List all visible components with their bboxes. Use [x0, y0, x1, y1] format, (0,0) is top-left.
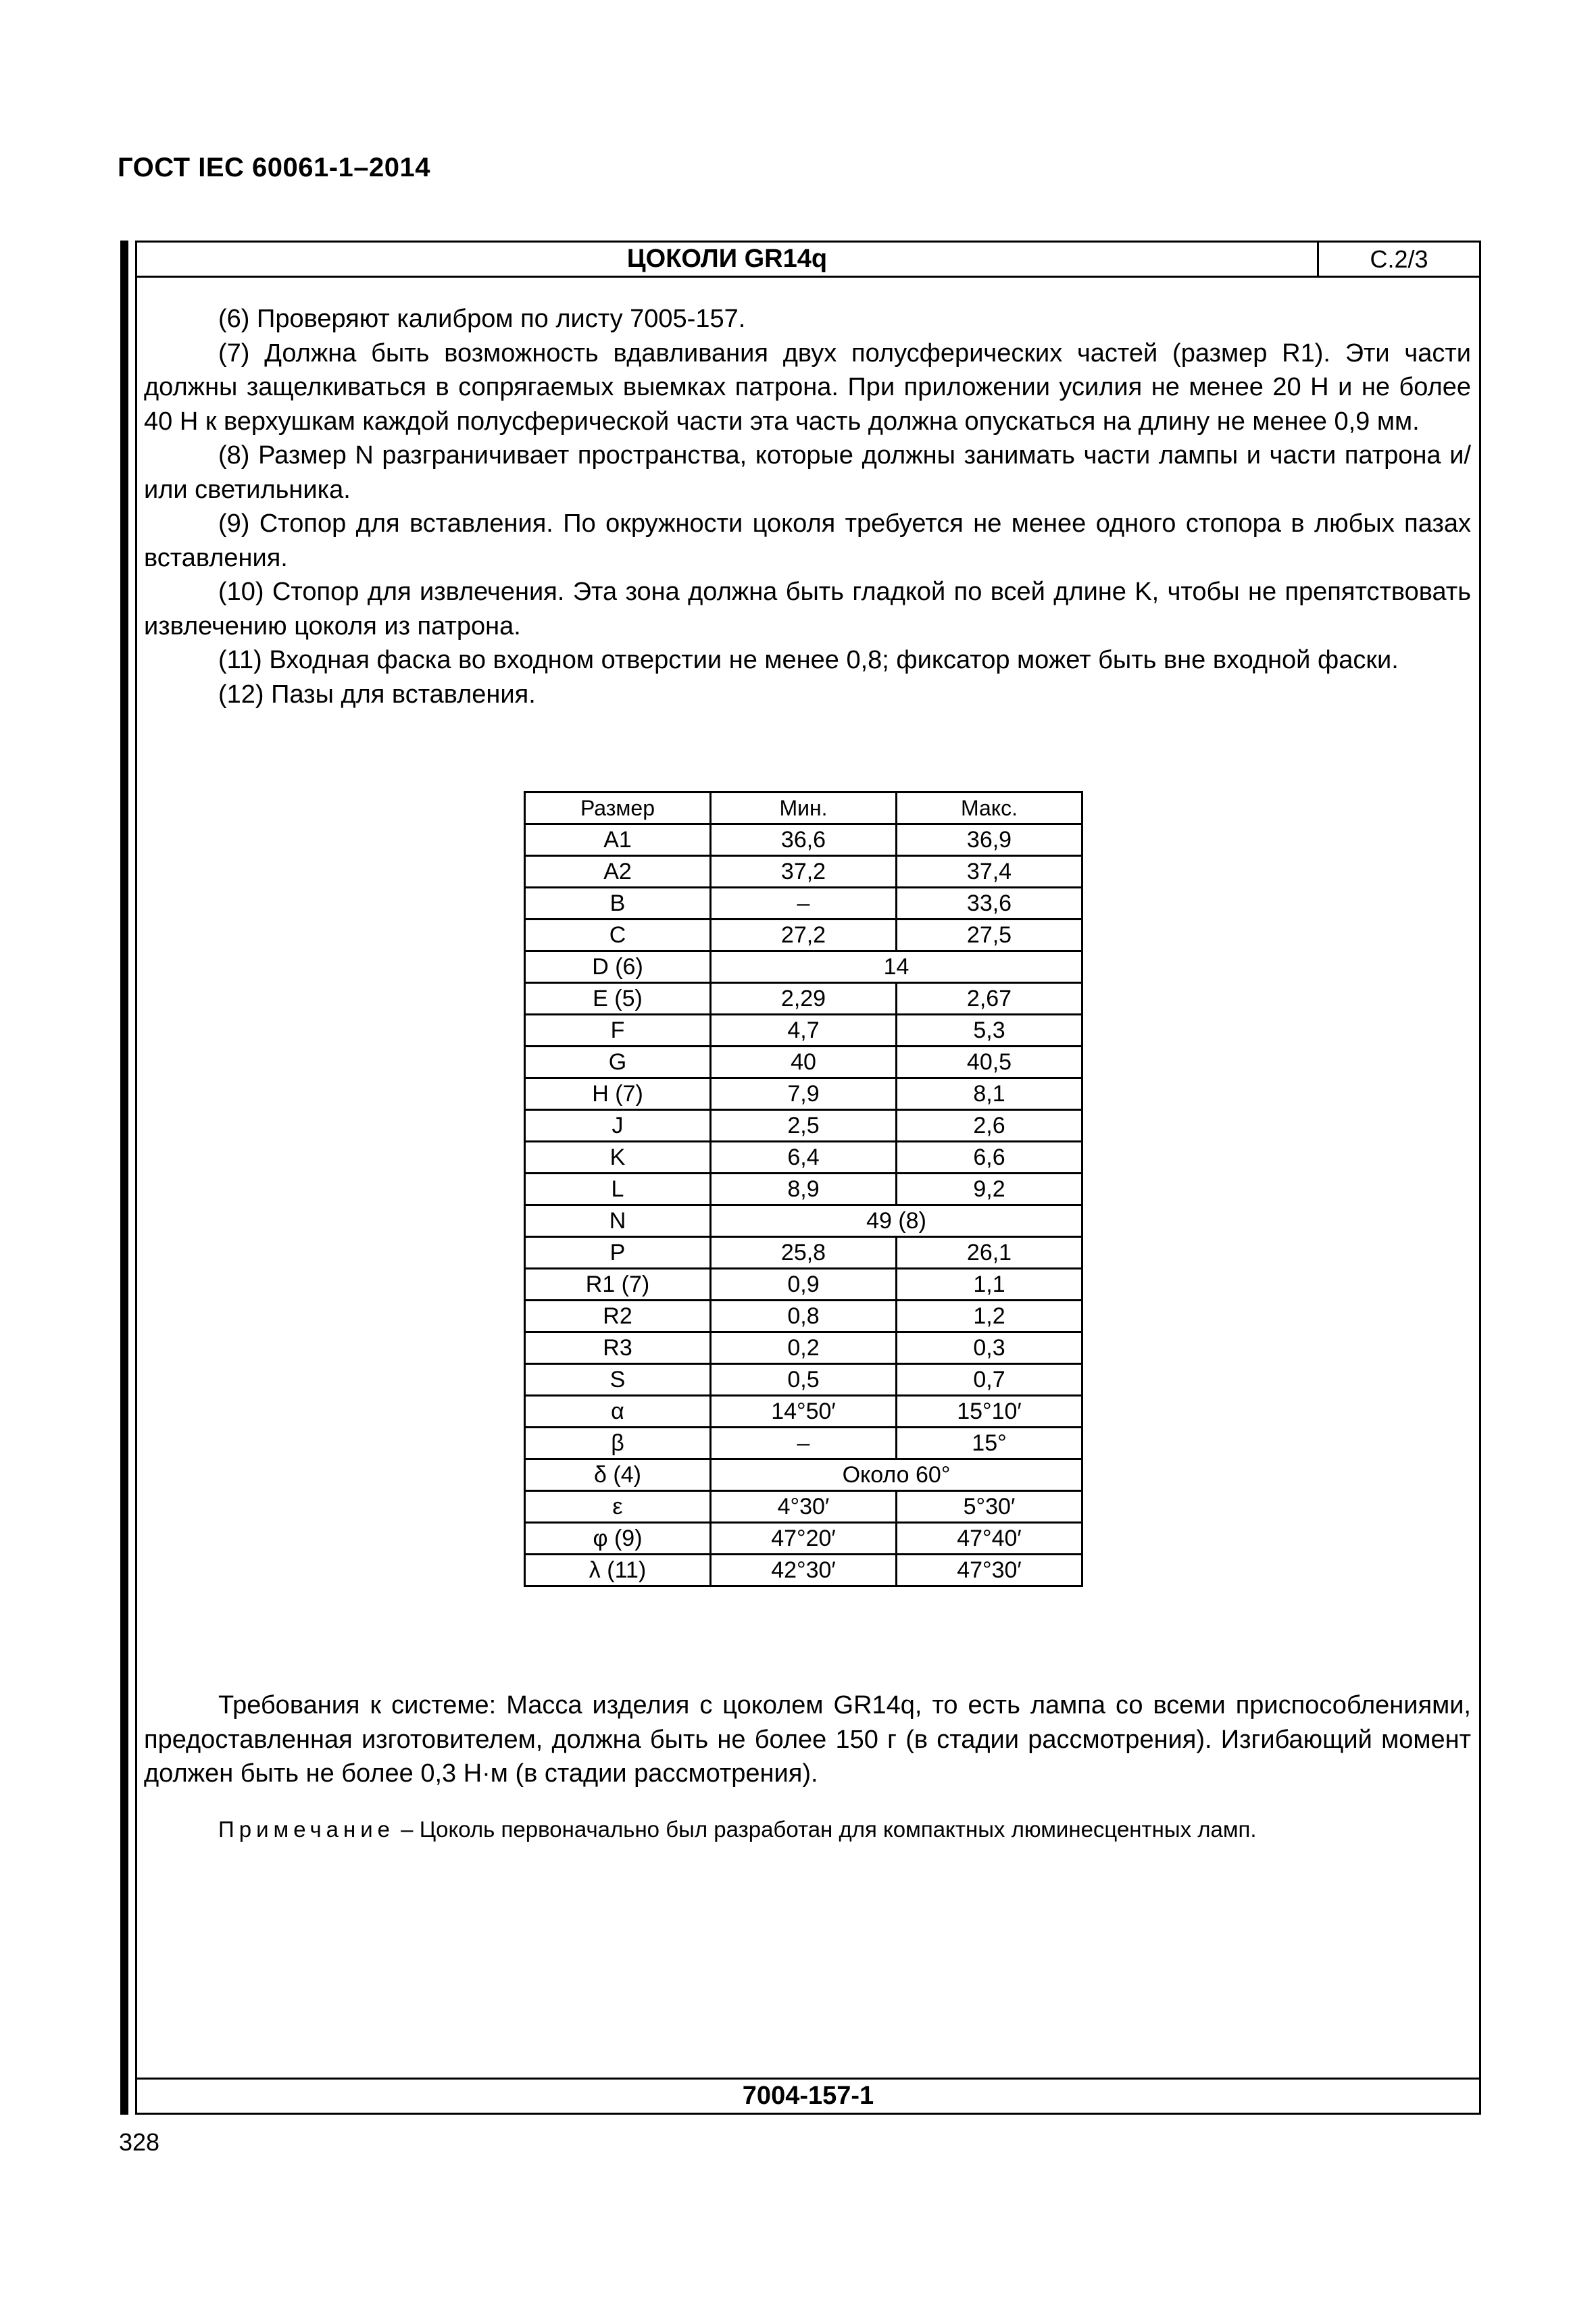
cell-dimension: F — [525, 1015, 711, 1047]
cell-min: 2,5 — [711, 1110, 897, 1142]
cell-dimension: R3 — [525, 1332, 711, 1364]
cell-max: 1,2 — [897, 1301, 1082, 1332]
sheet-number: 7004-157-1 — [137, 2078, 1479, 2113]
cell-max: 5,3 — [897, 1015, 1082, 1047]
note-10: (10) Стопор для извлечения. Эта зона должна быть гладкой по всей длине K, чтобы не препятствовать извлечению цоколя из патрона. — [144, 578, 1471, 640]
cell-dimension: D (6) — [525, 951, 711, 983]
system-requirements-text: Требования к системе: Масса изделия с цоколем GR14q, то есть лампа со всеми приспособлениями, предоставленная изготовителем, должна быть не более 150 г (в стадии рассмотрения). Изгибающий момент должен быть не более 0,3 Н·м (в стадии рассмотрения). — [144, 1691, 1471, 1788]
cell-dimension: G — [525, 1047, 711, 1078]
cell-max: 37,4 — [897, 856, 1082, 888]
table-row — [525, 951, 1082, 983]
table-row — [525, 856, 1082, 888]
note-11: (11) Входная фаска во входном отверстии не менее 0,8; фиксатор может быть вне входной фаски. — [218, 646, 1399, 674]
sheet-reference: С.2/3 — [1370, 245, 1428, 273]
table-row — [525, 1205, 1082, 1237]
cell-dimension: R2 — [525, 1301, 711, 1332]
system-requirements — [144, 1688, 1471, 1791]
cell-min: 25,8 — [711, 1237, 897, 1269]
cell-max: 47°30′ — [897, 1555, 1082, 1586]
table-row — [525, 1142, 1082, 1174]
cell-dimension: δ (4) — [525, 1459, 711, 1491]
table-row — [525, 1269, 1082, 1301]
cell-max: 26,1 — [897, 1237, 1082, 1269]
cell-dimension: φ (9) — [525, 1523, 711, 1555]
cell-min: 27,2 — [711, 920, 897, 951]
cell-min: 37,2 — [711, 856, 897, 888]
table-row — [525, 1174, 1082, 1205]
cell-min: 8,9 — [711, 1174, 897, 1205]
table-row — [525, 824, 1082, 856]
header-dimension: Размер — [525, 793, 711, 824]
dimensions-table — [524, 791, 1083, 1587]
cell-max: 40,5 — [897, 1047, 1082, 1078]
cell-min: 6,4 — [711, 1142, 897, 1174]
cell-dimension: λ (11) — [525, 1555, 711, 1586]
cell-dimension: A1 — [525, 824, 711, 856]
cell-max: 0,7 — [897, 1364, 1082, 1396]
sheet-title-row — [137, 243, 1479, 278]
cell-dimension: L — [525, 1174, 711, 1205]
table-body — [525, 824, 1082, 1586]
cell-dimension: J — [525, 1110, 711, 1142]
cell-value-merged: 49 (8) — [711, 1205, 1082, 1237]
cell-dimension: C — [525, 920, 711, 951]
cell-min: 36,6 — [711, 824, 897, 856]
page-number: 328 — [119, 2128, 160, 2156]
header-max: Макс. — [897, 793, 1082, 824]
table-row — [525, 1364, 1082, 1396]
cell-dimension: K — [525, 1142, 711, 1174]
table-row — [525, 1459, 1082, 1491]
cell-min: – — [711, 1428, 897, 1459]
table-row — [525, 1047, 1082, 1078]
cell-max: 0,3 — [897, 1332, 1082, 1364]
cell-max: 27,5 — [897, 920, 1082, 951]
cell-max: 5°30′ — [897, 1491, 1082, 1523]
cell-min: 0,8 — [711, 1301, 897, 1332]
footnote — [218, 1815, 1475, 1844]
note-9: (9) Стопор для вставления. По окружности цоколя требуется не менее одного стопора в любых пазах вставления. — [144, 509, 1471, 572]
cell-max: 9,2 — [897, 1174, 1082, 1205]
table-row — [525, 1110, 1082, 1142]
cell-dimension: B — [525, 888, 711, 920]
cell-min: 14°50′ — [711, 1396, 897, 1428]
table-row — [525, 1301, 1082, 1332]
cell-min: 40 — [711, 1047, 897, 1078]
cell-dimension: β — [525, 1428, 711, 1459]
change-bar — [120, 241, 128, 2115]
cell-min: – — [711, 888, 897, 920]
table-row — [525, 1237, 1082, 1269]
table-row — [525, 1428, 1082, 1459]
sheet-title: ЦОКОЛИ GR14q — [626, 245, 828, 273]
cell-max: 36,9 — [897, 824, 1082, 856]
cell-dimension: ε — [525, 1491, 711, 1523]
note-12: (12) Пазы для вставления. — [218, 680, 536, 709]
cell-dimension: P — [525, 1237, 711, 1269]
cell-dimension: S — [525, 1364, 711, 1396]
cell-min: 4°30′ — [711, 1491, 897, 1523]
cell-max: 33,6 — [897, 888, 1082, 920]
note-label: Примечание — [218, 1817, 395, 1842]
note-7: (7) Должна быть возможность вдавливания двух полусферических частей (размер R1). Эти части должны защелкиваться в сопрягаемых выемках патрона. При приложении усилия не менее 20 Н и не более 40 Н к верхушкам каждой полусферической части эта часть должна опускаться на длину не менее 0,9 мм. — [144, 338, 1471, 436]
table-row — [525, 920, 1082, 951]
cell-value-merged: 14 — [711, 951, 1082, 983]
cell-max: 1,1 — [897, 1269, 1082, 1301]
cell-dimension: α — [525, 1396, 711, 1428]
cell-dimension: E (5) — [525, 983, 711, 1015]
table-row — [525, 1396, 1082, 1428]
table-row — [525, 1491, 1082, 1523]
cell-dimension: H (7) — [525, 1078, 711, 1110]
table-row — [525, 1078, 1082, 1110]
cell-min: 0,5 — [711, 1364, 897, 1396]
table-row — [525, 1332, 1082, 1364]
notes-section — [144, 302, 1471, 711]
cell-min: 47°20′ — [711, 1523, 897, 1555]
sheet-frame — [135, 241, 1481, 2115]
cell-max: 2,6 — [897, 1110, 1082, 1142]
cell-max: 47°40′ — [897, 1523, 1082, 1555]
note-text: – Цоколь первоначально был разработан для компактных люминесцентных ламп. — [395, 1817, 1257, 1842]
cell-min: 42°30′ — [711, 1555, 897, 1586]
note-8: (8) Размер N разграничивает пространства, которые должны занимать части лампы и части патрона и/или светильника. — [144, 441, 1471, 504]
cell-max: 15°10′ — [897, 1396, 1082, 1428]
cell-min: 4,7 — [711, 1015, 897, 1047]
cell-min: 7,9 — [711, 1078, 897, 1110]
cell-max: 15° — [897, 1428, 1082, 1459]
table-row — [525, 888, 1082, 920]
cell-max: 2,67 — [897, 983, 1082, 1015]
table-row — [525, 1015, 1082, 1047]
cell-dimension: N — [525, 1205, 711, 1237]
cell-max: 6,6 — [897, 1142, 1082, 1174]
table-row — [525, 1555, 1082, 1586]
cell-value-merged: Около 60° — [711, 1459, 1082, 1491]
cell-min: 0,2 — [711, 1332, 897, 1364]
table-row — [525, 983, 1082, 1015]
cell-dimension: A2 — [525, 856, 711, 888]
document-header: ГОСТ IEC 60061-1–2014 — [118, 153, 431, 182]
cell-dimension: R1 (7) — [525, 1269, 711, 1301]
header-min: Мин. — [711, 793, 897, 824]
table-header-row — [525, 793, 1082, 824]
cell-min: 0,9 — [711, 1269, 897, 1301]
cell-max: 8,1 — [897, 1078, 1082, 1110]
note-6: (6) Проверяют калибром по листу 7005-157. — [218, 305, 746, 333]
table-row — [525, 1523, 1082, 1555]
cell-min: 2,29 — [711, 983, 897, 1015]
